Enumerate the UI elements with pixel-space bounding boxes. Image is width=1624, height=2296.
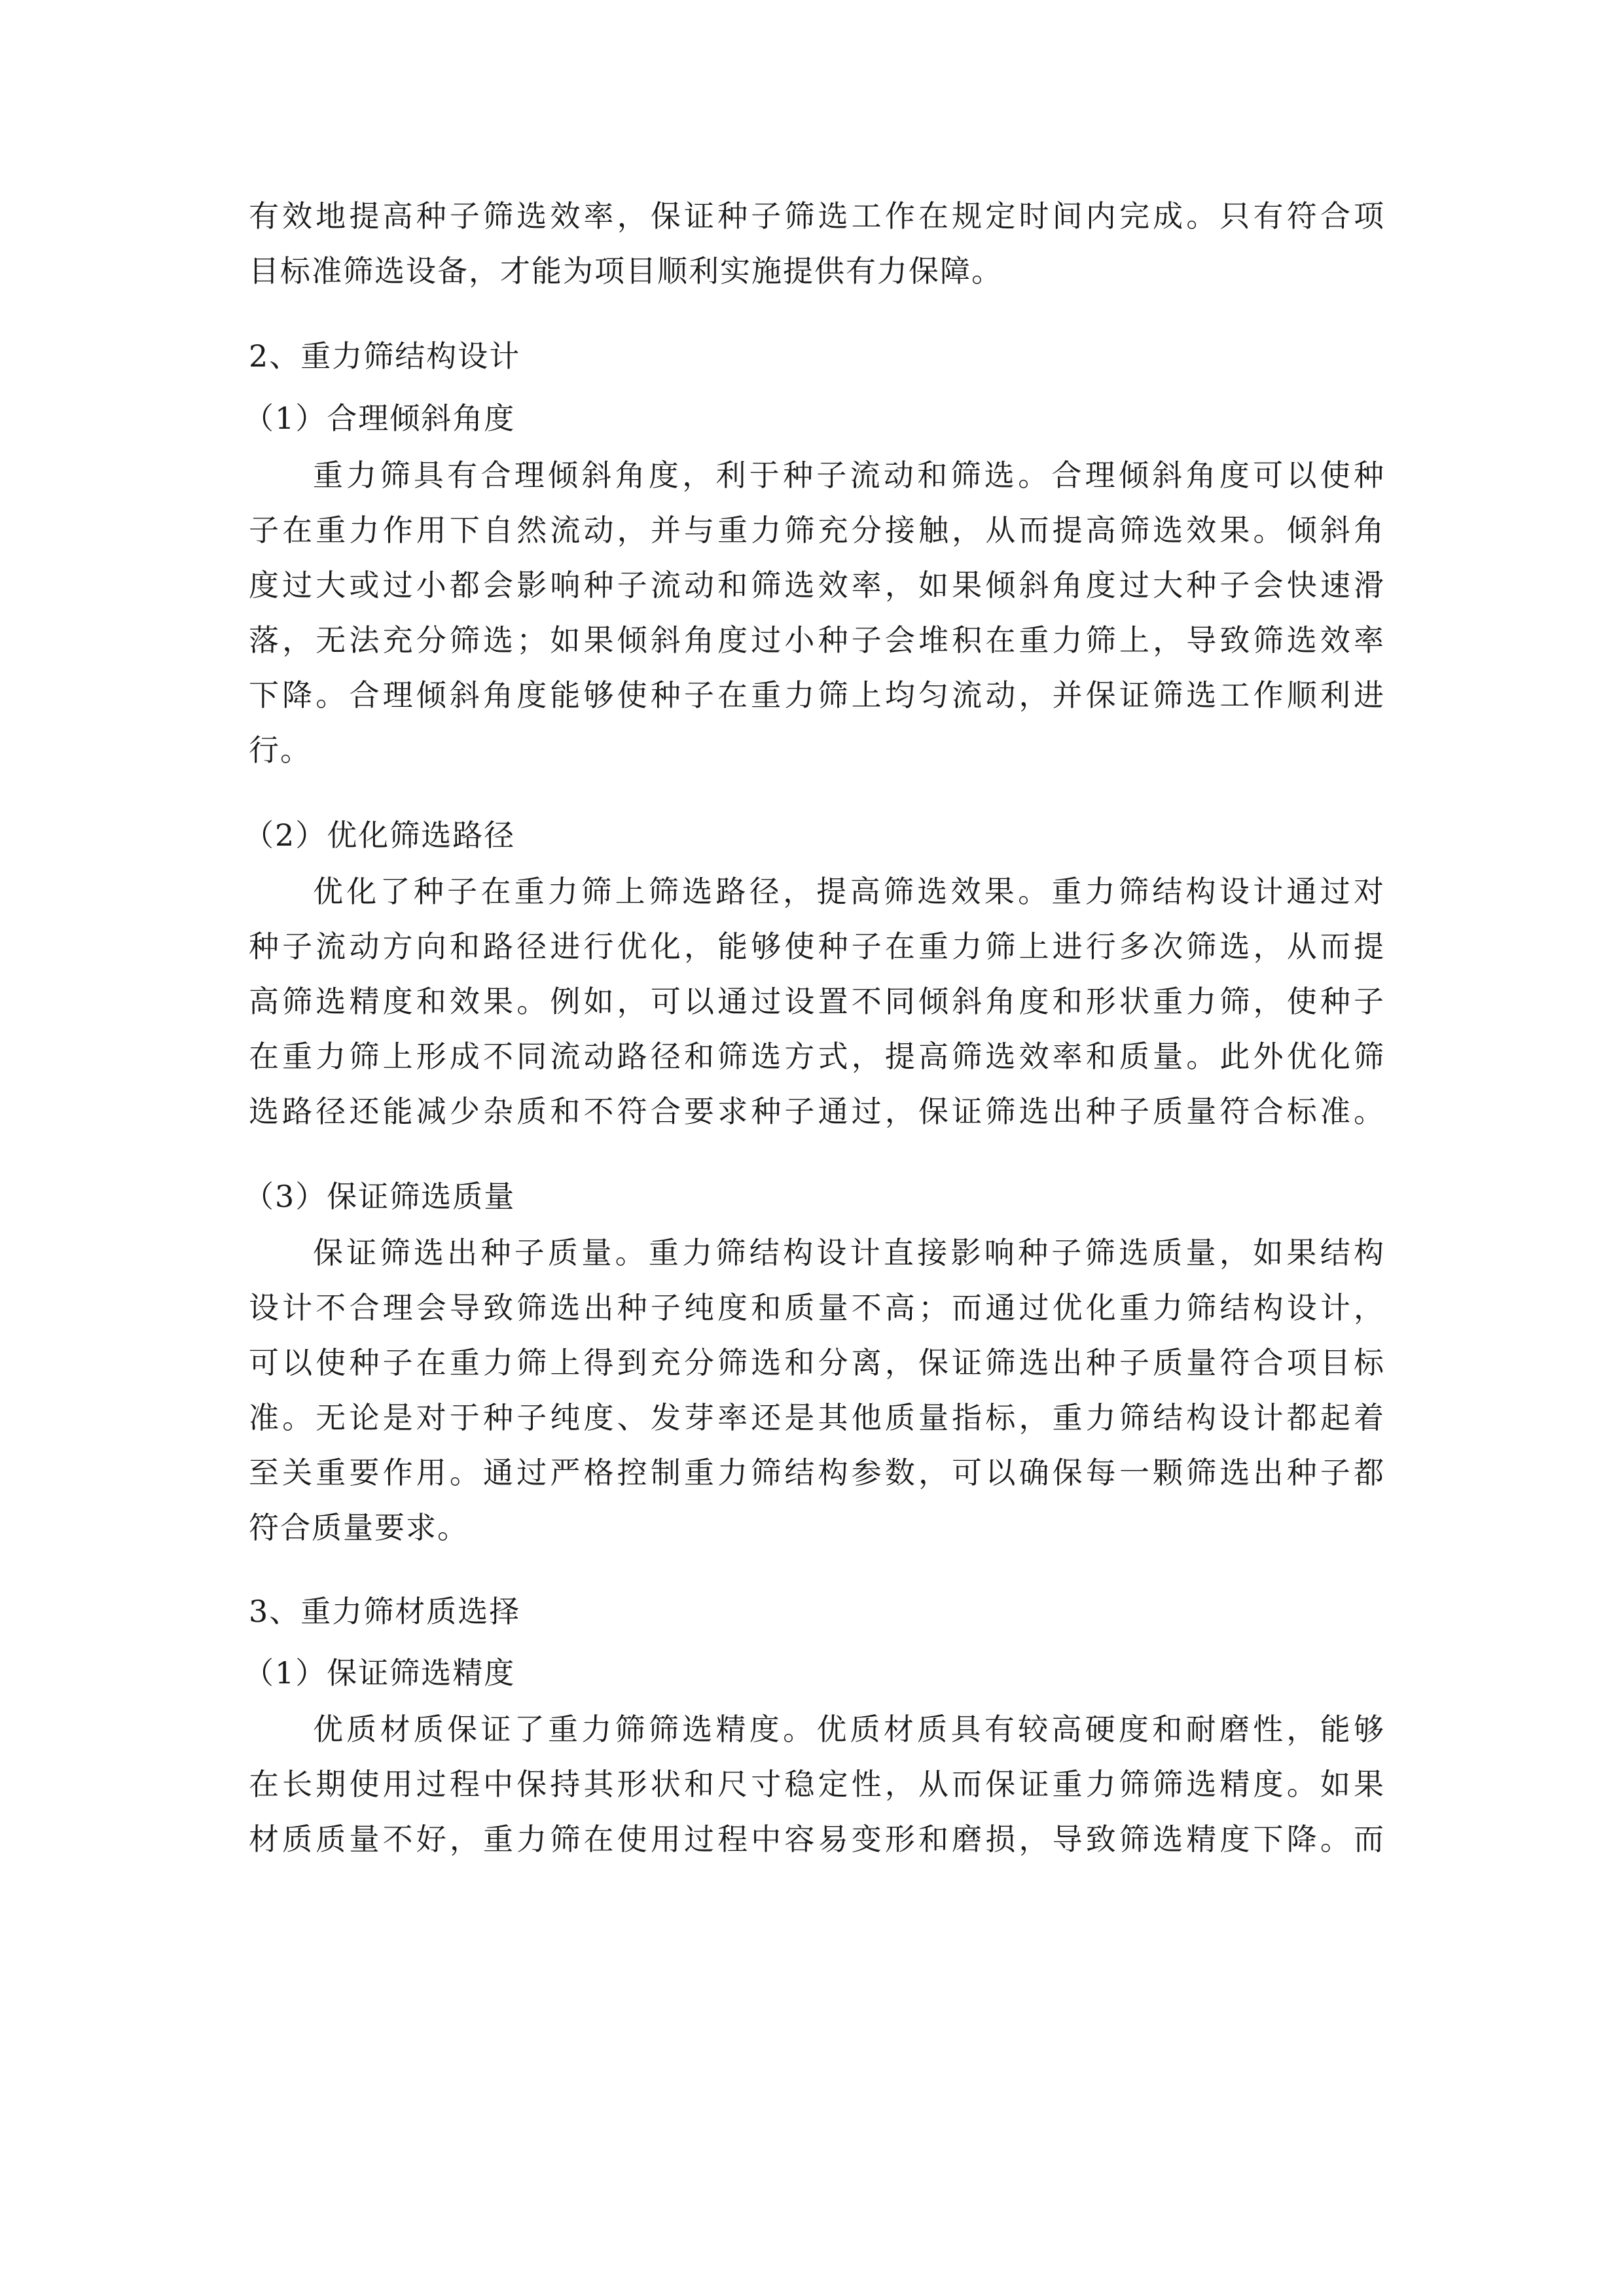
paragraph-line: 符合质量要求。 [249, 1510, 469, 1545]
section-heading: 3、重力筛材质选择 [249, 1594, 521, 1629]
paragraph-line: 高筛选精度和效果。例如，可以通过设置不同倾斜角度和形状重力筛，使种子 [249, 984, 1385, 1019]
paragraph-line: 材质质量不好，重力筛在使用过程中容易变形和磨损，导致筛选精度下降。而 [249, 1821, 1385, 1857]
paragraph-line: 可以使种子在重力筛上得到充分筛选和分离，保证筛选出种子质量符合项目标 [249, 1345, 1385, 1380]
paragraph-line: 优质材质保证了重力筛筛选精度。优质材质具有较高硬度和耐磨性，能够 [313, 1712, 1385, 1747]
paragraph-line: 下降。合理倾斜角度能够使种子在重力筛上均匀流动，并保证筛选工作顺利进 [249, 677, 1385, 713]
paragraph-line: 在长期使用过程中保持其形状和尺寸稳定性，从而保证重力筛筛选精度。如果 [249, 1767, 1385, 1802]
subsection-heading: （1）保证筛选精度 [244, 1655, 516, 1691]
paragraph-line: 在重力筛上形成不同流动路径和筛选方式，提高筛选效率和质量。此外优化筛 [249, 1039, 1385, 1074]
paragraph-line: 优化了种子在重力筛上筛选路径，提高筛选效果。重力筛结构设计通过对 [313, 874, 1385, 909]
paragraph-line: 至关重要作用。通过严格控制重力筛结构参数，可以确保每一颗筛选出种子都 [249, 1455, 1385, 1490]
section-heading: 2、重力筛结构设计 [249, 338, 521, 374]
paragraph-line: 选路径还能减少杂质和不符合要求种子通过，保证筛选出种子质量符合标准。 [249, 1094, 1385, 1129]
paragraph-line: 种子流动方向和路径进行优化，能够使种子在重力筛上进行多次筛选，从而提 [249, 929, 1385, 964]
paragraph-line: 保证筛选出种子质量。重力筛结构设计直接影响种子筛选质量，如果结构 [313, 1235, 1385, 1270]
subsection-heading: （1）合理倾斜角度 [244, 401, 516, 436]
paragraph-line: 行。 [249, 732, 312, 768]
paragraph-line: 重力筛具有合理倾斜角度，利于种子流动和筛选。合理倾斜角度可以使种 [313, 457, 1385, 493]
paragraph-line: 准。无论是对于种子纯度、发芽率还是其他质量指标，重力筛结构设计都起着 [249, 1400, 1385, 1435]
paragraph-line: 子在重力作用下自然流动，并与重力筛充分接触，从而提高筛选效果。倾斜角 [249, 512, 1385, 548]
paragraph-line: 设计不合理会导致筛选出种子纯度和质量不高；而通过优化重力筛结构设计， [249, 1290, 1385, 1325]
paragraph-line: 目标准筛选设备，才能为项目顺利实施提供有力保障。 [249, 253, 1003, 289]
paragraph-line: 有效地提高种子筛选效率，保证种子筛选工作在规定时间内完成。只有符合项 [249, 198, 1385, 234]
paragraph-line: 落，无法充分筛选；如果倾斜角度过小种子会堆积在重力筛上，导致筛选效率 [249, 622, 1385, 658]
subsection-heading: （3）保证筛选质量 [244, 1179, 516, 1214]
subsection-heading: （2）优化筛选路径 [244, 817, 516, 853]
paragraph-line: 度过大或过小都会影响种子流动和筛选效率，如果倾斜角度过大种子会快速滑 [249, 567, 1385, 603]
